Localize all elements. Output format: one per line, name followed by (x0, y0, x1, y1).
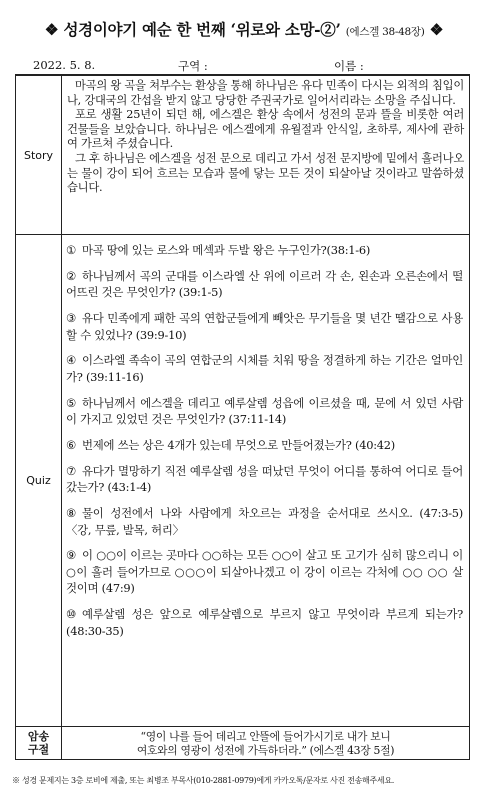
question-text: 이스라엘 족속이 곡의 연합군의 시체를 치워 땅을 정결하게 하는 기간은 얼마인가? (39:11-16) (66, 353, 463, 384)
quiz-question (66, 547, 463, 597)
question-text: 유다 민족에게 패한 곡의 연합군들에게 빼앗은 무기들을 몇 년간 땔감으로 사용할 수 있었나? (39:9-10) (66, 311, 463, 342)
memory-verse-row (16, 727, 470, 760)
story-text (62, 76, 469, 234)
question-text: 하나님께서 에스겔을 데리고 예루살렘 성읍에 이르셨을 때, 문에 서 있던 사람이 가지고 있었던 것은 무엇인가? (37:11-14) (66, 395, 463, 427)
question-number: ② (66, 268, 76, 283)
quiz-question (66, 352, 463, 385)
question-number: ⑥ (66, 437, 76, 452)
question-number: ① (66, 243, 76, 257)
question-number: ⑦ (66, 463, 76, 478)
title-text: 성경이야기 예순 한 번째 ‘위로와 소망-②’ (63, 20, 341, 39)
quiz-cell (62, 235, 470, 727)
question-number: ⑨ (66, 548, 76, 563)
question-text: 마곡 땅에 있는 로스와 메섹과 두발 왕은 누구인가?(38:1-6) (82, 243, 371, 257)
date-text: 2022. 5. 8. (33, 58, 96, 72)
worksheet-table (15, 74, 470, 760)
memory-verse-line: 여호와의 영광이 성전에 가득하더라.” (에스겔 43장 5절) (136, 743, 395, 757)
worksheet-title (0, 18, 488, 40)
memory-label-line: 암송 (27, 730, 50, 743)
memory-verse-text (62, 727, 469, 759)
submission-note: ※ 성경 문제지는 3층 로비에 제출, 또는 최병조 부목사(010-2881-0979)에게 카카오톡/문자로 사진 전송해주세요. (12, 776, 395, 785)
question-text: 물이 성전에서 나와 사람에게 차오르는 과정을 순서대로 쓰시오. (47:3-5) 〈강, 무릎, 발목, 허리〉 (66, 506, 463, 537)
diamond-ornament-icon-right: ❖ (429, 20, 444, 39)
memory-verse-line: “영이 나를 들어 데리고 안뜰에 들어가시기로 내가 보니 (140, 730, 391, 743)
name-field-label: 이름 : (334, 59, 364, 73)
story-row (16, 75, 470, 235)
question-text: 예루살렘 성은 앞으로 예루살렘으로 부르지 않고 무엇이라 부르게 되는가? (48:30-35) (66, 607, 463, 638)
quiz-question (66, 437, 463, 454)
story-paragraph: 포로 생활 25년이 되던 해, 에스겔은 환상 속에서 성전의 문과 뜰을 비롯한 여러 건물들을 보았습니다. 하나님은 에스겔에게 유월절과 안식일, 초하루, 제사에 관하여 가르쳐 주셨습니다. (67, 108, 464, 151)
question-text: 하나님께서 곡의 군대를 이스라엘 산 위에 이르러 각 손, 왼손과 오른손에서 떨어뜨린 것은 무엇인가? (39:1-5) (66, 268, 463, 300)
quiz-question (66, 310, 463, 343)
quiz-list (62, 235, 469, 726)
question-text: 번제에 쓰는 상은 4개가 있는데 무엇으로 만들어졌는가? (40:42) (82, 437, 395, 452)
quiz-question (66, 463, 463, 496)
story-cell (62, 75, 470, 235)
question-number: ⑩ (66, 607, 76, 622)
question-number: ③ (66, 311, 76, 326)
quiz-question (66, 395, 463, 428)
question-number: ⑤ (66, 395, 76, 410)
question-number: ④ (66, 353, 76, 368)
memory-verse-label (16, 727, 62, 760)
district-field-label: 구역 : (178, 59, 208, 73)
memory-label-line: 구절 (27, 743, 50, 756)
story-paragraph: 그 후 하나님은 에스겔을 성전 문으로 데리고 가서 성전 문지방에 밑에서 흘러나오는 물이 강이 되어 흐르는 모습과 물에 닿는 모든 것이 되살아날 것이라고 말씀하셨습니다. (67, 151, 464, 195)
quiz-label: Quiz (16, 235, 62, 727)
quiz-row (16, 235, 470, 727)
title-scripture-range: (에스겔 38-48장) (345, 26, 425, 38)
quiz-question (66, 242, 463, 259)
quiz-question (66, 505, 463, 538)
question-number: ⑧ (66, 506, 76, 521)
quiz-question (66, 606, 463, 639)
diamond-ornament-icon-left: ❖ (44, 20, 59, 39)
story-label: Story (16, 75, 62, 235)
quiz-question (66, 268, 463, 301)
question-text: 유다가 멸망하기 직전 예루살렘 성을 떠났던 무엇이 어디를 통하여 어디로 들어갔는가? (43:1-4) (66, 463, 463, 495)
memory-verse-cell (62, 727, 470, 760)
story-paragraph: 마곡의 왕 곡을 쳐부수는 환상을 통해 하나님은 유다 민족이 다시는 외적의 침입이나, 강대국의 간섭을 받지 않고 당당한 주권국가로 일어서리라는 소망을 주십니다. (67, 79, 464, 107)
question-text: 이 ○○이 이르는 곳마다 ○○하는 모든 ○○이 살고 또 고기가 심히 많으리니 이 ○이 흘러 들어가므로 ○○○이 되살아나겠고 이 강이 이르는 각처에 ○○ ○○ 살 것이며 (47:9) (66, 548, 463, 596)
